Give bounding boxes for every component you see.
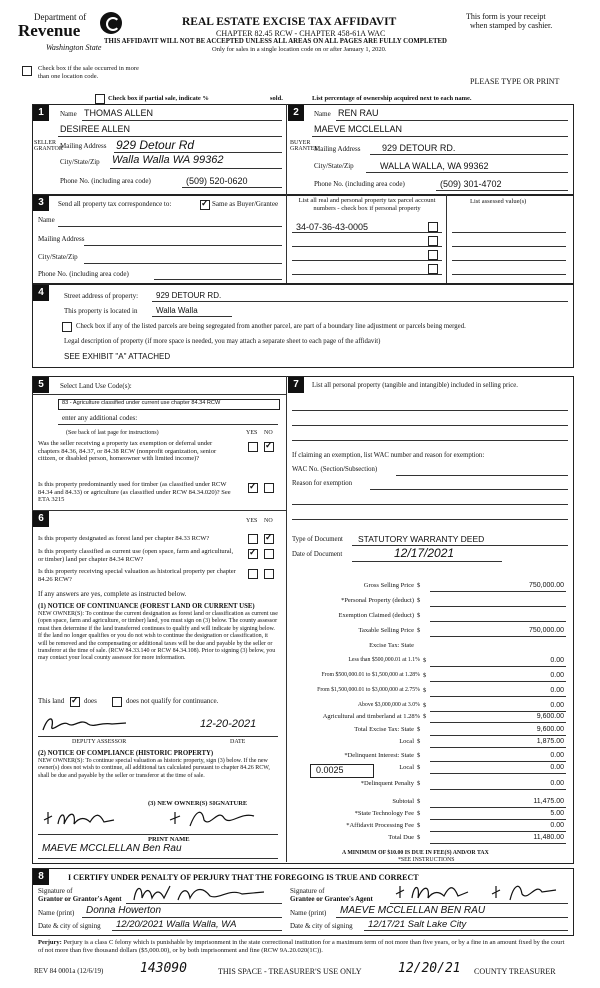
buyer-city-value[interactable]: WALLA WALLA, WA 99362: [380, 161, 489, 171]
fin-amount-taxable[interactable]: 750,000.00: [528, 627, 564, 634]
section-5-number: 5: [33, 377, 49, 393]
wac-label: WAC No. (Section/Subsection): [292, 466, 378, 473]
fin-label-tier1: Less than $500,000.01 at 1.1%: [348, 657, 420, 663]
s6-q1-yes[interactable]: [248, 534, 258, 544]
located-value[interactable]: Walla Walla: [156, 306, 198, 315]
dept-line2: Revenue: [18, 21, 81, 40]
s3-name-label: Name: [38, 216, 55, 224]
s6-q1-no[interactable]: [264, 534, 274, 544]
multi-location-checkbox[interactable]: [22, 66, 32, 76]
fin-label-tier3: From $1,500,000.01 to $3,000,000 at 2.75%: [317, 687, 420, 693]
grantor-signature: [130, 882, 270, 904]
fin-label-exemption: Exemption Claimed (deduct): [338, 612, 414, 619]
fin-label-taxable: Taxable Selling Price: [358, 627, 414, 634]
fin-currency-tier2: $: [423, 672, 427, 679]
perjury-label: Perjury:: [38, 939, 62, 946]
buyer-mail-label: Mailing Address: [314, 145, 361, 153]
buyer-name-1[interactable]: REN RAU: [338, 108, 379, 118]
assessed-header: List assessed value(s): [470, 198, 527, 205]
s6-q3-no[interactable]: [264, 569, 274, 579]
grantee-date-value[interactable]: 12/17/21 Salt Lake City: [368, 919, 467, 930]
fin-amount-subtotal[interactable]: 11,475.00: [533, 798, 564, 805]
fin-currency-tier3: $: [423, 687, 427, 694]
minimum-note: A MINIMUM OF $10.00 IS DUE IN FEE(S) AND/OR TAX: [342, 850, 489, 856]
seller-city-label: City/State/Zip: [60, 158, 100, 166]
legal-desc-label: Legal description of property (if more space is needed, you may attach a separate sheet to each page of the affidavit): [64, 338, 381, 345]
s5-q1: Was the seller receiving a property tax exemption or deferral under chapters 84.36, 84.37, or 84.38 RCW (nonprofit organization, senior citizen, or disabled person, homeowner with limited income)?: [38, 440, 217, 462]
fin-currency-total-state: $: [417, 726, 421, 733]
treasurer-date: 12/20/21: [398, 961, 461, 976]
treasurer-only: THIS SPACE - TREASURER'S USE ONLY: [218, 967, 362, 976]
does-qualify-checkbox[interactable]: [70, 697, 80, 707]
fin-amount-tier1[interactable]: 0.00: [550, 657, 564, 664]
buyer-phone-label: Phone No. (including area code): [314, 180, 405, 188]
only-for-note: Only for sales in a single location code on or after January 1, 2020.: [212, 46, 387, 53]
fin-currency-local: $: [417, 738, 421, 745]
ownership-note: List percentage of ownership acquired next to each name.: [312, 95, 472, 102]
buyer-name-2[interactable]: MAEVE MCCLELLAN: [314, 124, 403, 134]
deputy-assessor-signature: [40, 712, 130, 736]
s6-q3: Is this property receiving special valuation as historical property per chapter 84.26 RCW?: [38, 568, 236, 583]
s6-q3-yes[interactable]: [248, 569, 258, 579]
receipt-number: 143090: [140, 961, 187, 976]
fin-label-tier4: Above $3,000,000 at 3.0%: [357, 702, 420, 708]
deputy-date[interactable]: 12-20-2021: [200, 718, 257, 730]
parcel-1-personal-checkbox[interactable]: [428, 222, 438, 232]
additional-codes-label: enter any additional codes:: [62, 414, 138, 422]
s5-q2-no[interactable]: [264, 483, 274, 493]
s5-q1-yes[interactable]: [248, 442, 258, 452]
fin-currency-agri: $: [423, 713, 427, 720]
section-3-number: 3: [33, 195, 49, 211]
multi-location-label: Check box if the sale occurred in more than one location code.: [38, 65, 139, 80]
fin-label-tier2: From $500,000.01 to $1,500,000 at 1.28%: [321, 672, 420, 678]
section-8-number: 8: [33, 869, 49, 885]
fin-amount-local[interactable]: 1,875.00: [536, 738, 564, 745]
s6-no: NO: [264, 518, 273, 524]
grantee-name-value[interactable]: MAEVE MCCLELLAN BEN RAU: [340, 905, 486, 916]
deputy-date-label: DATE: [230, 739, 246, 745]
section-6-number: 6: [33, 511, 49, 527]
fin-amount-tier3[interactable]: 0.00: [550, 687, 564, 694]
grantor-date-value[interactable]: 12/20/2021 Walla Walla, WA: [116, 919, 237, 930]
seller-phone-label: Phone No. (including area code): [60, 177, 151, 185]
receipt-note-2: when stamped by cashier.: [470, 21, 553, 30]
partial-sale-label: Check box if partial sale, indicate %: [108, 95, 209, 102]
does-not-label: does not qualify for continuance.: [126, 697, 219, 705]
same-as-buyer-label: Same as Buyer/Grantee: [212, 200, 279, 208]
land-use-code-value: 83 - Agriculture classified under current use chapter 84.34 RCW: [62, 400, 221, 406]
new-owner-signatures: [40, 806, 280, 834]
parcel-header: List all real and personal property tax parcel account numbers - check box if personal property: [298, 197, 436, 212]
does-label: does: [84, 697, 97, 705]
fin-currency-delinq-penalty: $: [417, 780, 421, 787]
fin-currency-delinq-state: $: [417, 752, 421, 759]
s3-city-label: City/State/Zip: [38, 253, 78, 261]
fin-amount-tier2[interactable]: 0.00: [550, 672, 564, 679]
s5-q2-yes[interactable]: [248, 483, 258, 493]
fin-label-delinq-state: *Delinquent Interest: State: [344, 752, 414, 759]
does-not-qualify-checkbox[interactable]: [112, 697, 122, 707]
fin-currency-personal: $: [417, 597, 421, 604]
dept-line1: Department of: [34, 12, 87, 22]
located-label: This property is located in: [64, 307, 138, 315]
partial-sale-checkbox[interactable]: [95, 94, 105, 104]
fin-label-agri: Agricultural and timberland at 1.28%: [322, 713, 420, 720]
print-name-value[interactable]: MAEVE MCCLELLAN Ben Rau: [42, 843, 182, 854]
form-revision: REV 84 0001a (12/6/19): [34, 967, 104, 975]
fin-currency-taxable: $: [417, 627, 421, 634]
s5-q1-no[interactable]: [264, 442, 274, 452]
section-7-number: 7: [288, 377, 304, 393]
swoosh-icon: [100, 12, 122, 34]
s6-yes: YES: [246, 518, 258, 524]
new-owner-sig-label: (3) NEW OWNER(S) SIGNATURE: [148, 800, 248, 807]
fin-currency-tier4: $: [423, 702, 427, 709]
notice2-body: NEW OWNER(S): To continue special valuation as historic property, sign (3) below. If the new owner(s) does not wish to continue, all additional tax calculated pursuant to chapter 84.26 RCW, shall be due and payable by the seller or transferor at the time of sale.: [38, 758, 270, 779]
doc-type-label: Type of Document: [292, 536, 343, 543]
parcel-3-personal-checkbox[interactable]: [428, 250, 438, 260]
fin-currency-delinq-local: $: [417, 764, 421, 771]
fin-amount-delinq-state[interactable]: 0.00: [550, 752, 564, 759]
fin-label-personal: *Personal Property (deduct): [341, 597, 414, 604]
notice2-title: (2) NOTICE OF COMPLIANCE (HISTORIC PROPERTY): [38, 750, 214, 757]
doc-date-label: Date of Document: [292, 551, 343, 558]
doc-date-value[interactable]: 12/17/2021: [394, 546, 455, 560]
s3-phone-label: Phone No. (including area code): [38, 270, 129, 278]
same-as-buyer-checkbox[interactable]: [200, 200, 210, 210]
please-type: PLEASE TYPE OR PRINT: [470, 77, 560, 86]
seller-mail-value[interactable]: 929 Detour Rd: [116, 138, 195, 152]
print-name-label: PRINT NAME: [148, 836, 190, 843]
fin-label-processing: *Affidavit Processing Fee: [346, 822, 414, 829]
perjury-block: [38, 939, 570, 955]
s6-q1: Is this property designated as forest land per chapter 84.33 RCW?: [38, 535, 210, 542]
seller-name-2[interactable]: DESIREE ALLEN: [60, 124, 131, 134]
seller-name-1[interactable]: THOMAS ALLEN: [84, 108, 154, 118]
form-subtitle: CHAPTER 82.45 RCW - CHAPTER 458-61A WAC: [216, 29, 386, 38]
grantee-signature: [392, 880, 562, 904]
buyer-city-label: City/State/Zip: [314, 162, 354, 170]
fin-currency-gross: $: [417, 582, 421, 589]
fin-amount-delinq-local[interactable]: 0.00: [550, 764, 564, 771]
seller-mail-label: Mailing Address: [60, 142, 107, 150]
reason-label: Reason for exemption: [292, 480, 353, 487]
form-title: REAL ESTATE EXCISE TAX AFFIDAVIT: [182, 16, 397, 28]
s6-q2-no[interactable]: [264, 549, 274, 559]
if-yes-label: If any answers are yes, complete as instructed below.: [38, 590, 187, 598]
fin-currency-processing: $: [417, 822, 421, 829]
buyer-side-label: BUYER GRANTEE: [290, 140, 318, 152]
s5-yes: YES: [246, 430, 258, 436]
parcel-4-personal-checkbox[interactable]: [428, 264, 438, 274]
fin-amount-tier4[interactable]: 0.00: [550, 702, 564, 709]
section-4-number: 4: [33, 285, 49, 301]
grantor-sig-label-1: Signature of: [38, 887, 73, 895]
fin-label-delinq-penalty: *Delinquent Penalty: [360, 780, 414, 787]
sold-label: sold.: [270, 95, 283, 102]
see-back-label: (See back of last page for instructions): [66, 430, 159, 436]
fin-label-local: Local: [399, 738, 414, 745]
s5-q2: Is this property predominantly used for timber (as classified under RCW 84.34 and 84.33) or agriculture (as classified under RCW 84.34.020)? See ETA 3215: [38, 481, 231, 503]
land-use-label: Select Land Use Code(s):: [60, 382, 132, 390]
buyer-mail-value[interactable]: 929 DETOUR RD.: [382, 143, 456, 153]
seller-name-label: Name: [60, 110, 77, 118]
fin-currency-exemption: $: [417, 612, 421, 619]
seller-side-label: SELLER GRANTOR: [34, 140, 63, 152]
fin-label-tech: *State Technology Fee: [354, 810, 414, 817]
street-value[interactable]: 929 DETOUR RD.: [156, 291, 222, 300]
doc-type-value[interactable]: STATUTORY WARRANTY DEED: [358, 534, 485, 544]
fin-amount-tech[interactable]: 5.00: [550, 810, 564, 817]
fin-currency-tier1: $: [423, 657, 427, 664]
grantor-sig-label-2: Grantor or Grantor's Agent: [38, 895, 122, 903]
fin-amount-processing[interactable]: 0.00: [550, 822, 564, 829]
form-warning: THIS AFFIDAVIT WILL NOT BE ACCEPTED UNLESS ALL AREAS ON ALL PAGES ARE FULLY COMPLETED: [104, 38, 447, 45]
segregated-label: Check box if any of the listed parcels are being segregated from another parcel, are part of a boundary line adjustment or parcels being merged.: [76, 323, 466, 330]
fin-label-total-state: Total Excise Tax: State: [354, 726, 414, 733]
seller-phone-value[interactable]: (509) 520-0620: [186, 176, 248, 186]
notice1-title: (1) NOTICE OF CONTINUANCE (FOREST LAND OR CURRENT USE): [38, 603, 255, 610]
seller-city-value[interactable]: Walla Walla WA 99362: [112, 154, 224, 166]
local-rate-value: 0.0025: [316, 765, 344, 775]
grantee-sig-label-2: Grantee or Grantee's Agent: [290, 895, 373, 903]
section-1-number: 1: [33, 105, 49, 121]
grantee-sig-label-1: Signature of: [290, 887, 325, 895]
receipt-note-1: This form is your receipt: [466, 12, 546, 21]
s5-no: NO: [264, 430, 273, 436]
county-treasurer: COUNTY TREASURER: [474, 967, 556, 976]
personal-property-label: List all personal property (tangible and intangible) included in selling price.: [312, 382, 518, 389]
this-land-label: This land: [38, 697, 65, 705]
fin-amount-gross[interactable]: 750,000.00: [528, 582, 564, 589]
see-instructions-note: *SEE INSTRUCTIONS: [398, 857, 455, 863]
parcel-2-personal-checkbox[interactable]: [428, 236, 438, 246]
segregated-checkbox[interactable]: [62, 322, 72, 332]
notice1-body: NEW OWNER(S): To continue the current designation as forest land or classification as current use (open space, farm and agriculture, or timber) land, you must sign on (3) below. The county assessor must then determine if the land transferred continues to qualify and will indicate by signing below. If the land no longer qualifies or you do not wish to continue the designation or classification, it will be removed and the compensating or additional taxes will be due and payable by the seller or transferor at the time of sale. (RCW 84.33.140 or RCW 84.34.108). Prior to signing (3) below, you may contact your local county assessor for more information.: [38, 611, 278, 662]
fin-label-subtotal: Subtotal: [392, 798, 414, 805]
dept-line3: Washington State: [46, 43, 102, 52]
s3-mail-label: Mailing Address: [38, 235, 85, 243]
fin-label-delinq-local: Local: [399, 764, 414, 771]
grantee-name-label: Name (print): [290, 909, 327, 917]
fin-amount-delinq-penalty[interactable]: 0.00: [550, 780, 564, 787]
exemption-claim-label: If claiming an exemption, list WAC number and reason for exemption:: [292, 452, 485, 459]
deputy-label: DEPUTY ASSESSOR: [72, 739, 127, 745]
fin-currency-tech: $: [417, 810, 421, 817]
fin-label-total-due: Total Due: [388, 834, 414, 841]
legal-desc-value[interactable]: SEE EXHIBIT "A" ATTACHED: [64, 352, 171, 361]
buyer-name-label: Name: [314, 110, 331, 118]
fin-label-gross: Gross Selling Price: [363, 582, 414, 589]
perjury-text: Perjury is a class C felony which is punishable by imprisonment in the state correctional institution for a maximum term of not more than five years, or by a fine in an amount fixed by the court of not more than five thousand dollars ($5,000.00), or by both imprisonment and fine (RCW 9A.20.020(1C)).: [38, 939, 565, 954]
s6-q2: Is this property classified as current use (open space, farm and agricultural, or timber) land per chapter 84.34 RCW?: [38, 548, 234, 563]
parcel-1[interactable]: 34-07-36-43-0005: [296, 222, 369, 232]
grantor-name-label: Name (print): [38, 909, 75, 917]
grantor-date-label: Date & city of signing: [38, 922, 101, 930]
fin-label-excise-state: Excise Tax: State: [369, 642, 414, 649]
certify-label: I CERTIFY UNDER PENALTY OF PERJURY THAT THE FOREGOING IS TRUE AND CORRECT: [68, 873, 419, 882]
fin-amount-total-state[interactable]: 9,600.00: [536, 726, 564, 733]
fin-amount-agri[interactable]: 9,600.00: [536, 713, 564, 720]
section-2-number: 2: [288, 105, 304, 121]
grantee-date-label: Date & city of signing: [290, 922, 353, 930]
fin-currency-total-due: $: [417, 834, 421, 841]
grantor-name-value[interactable]: Donna Howerton: [86, 905, 162, 916]
street-label: Street address of property:: [64, 292, 139, 300]
dor-logo: [18, 8, 128, 58]
buyer-phone-value[interactable]: (509) 301-4702: [440, 179, 502, 189]
fin-amount-total-due[interactable]: 11,480.00: [533, 834, 564, 841]
send-correspondence-label: Send all property tax correspondence to:: [58, 200, 172, 208]
s6-q2-yes[interactable]: [248, 549, 258, 559]
fin-currency-subtotal: $: [417, 798, 421, 805]
